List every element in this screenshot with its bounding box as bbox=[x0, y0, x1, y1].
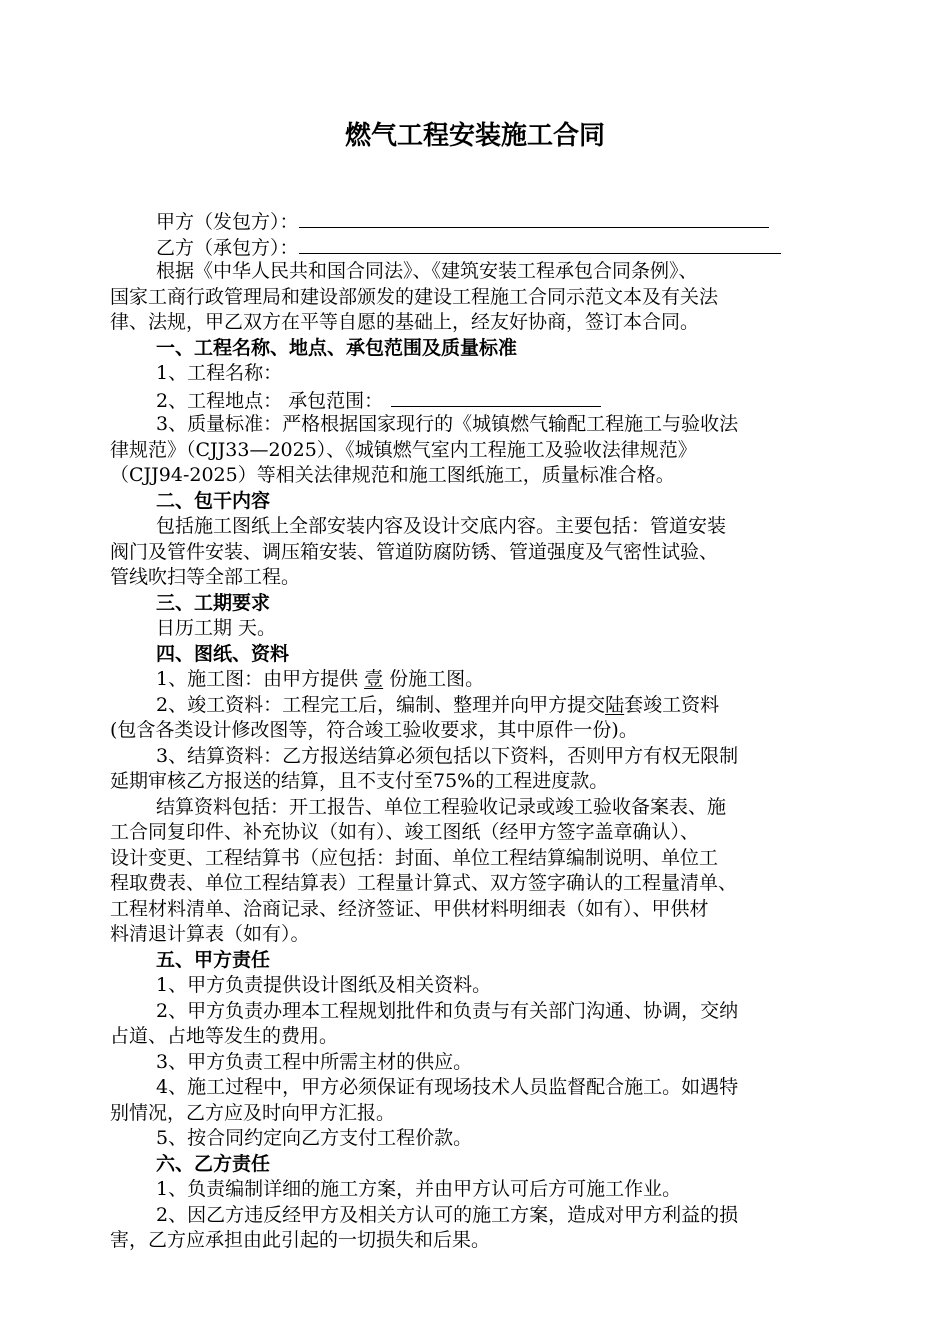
clause-line: 害，乙方应承担由此引起的一切损失和后果。 bbox=[110, 1229, 491, 1251]
scope-blank bbox=[391, 387, 601, 407]
document-title: 燃气工程安装施工合同 bbox=[344, 121, 605, 151]
completion-clause-text: 套竣工资料 bbox=[624, 693, 720, 716]
clause-line: 延期审核乙方报送的结算，且不支付至75%的工程进度款。 bbox=[110, 770, 609, 792]
location-scope-label: 2、工程地点： 承包范围： bbox=[156, 389, 384, 412]
clause-line: 1、甲方负责提供设计图纸及相关资料。 bbox=[156, 974, 492, 996]
party-a-line bbox=[110, 208, 845, 234]
completion-count: 陆 bbox=[605, 693, 625, 716]
clause-line: 2、因乙方违反经甲方及相关方认可的施工方案，造成对甲方利益的损 bbox=[156, 1203, 739, 1226]
clause-line: 1、工程名称： bbox=[156, 362, 283, 384]
section-heading: 四、图纸、资料 bbox=[156, 642, 290, 665]
clause-line bbox=[110, 693, 845, 719]
clause-line: 3、结算资料：乙方报送结算必须包括以下资料，否则甲方有权无限制 bbox=[156, 744, 739, 767]
clause-line: 工程材料清单、洽商记录、经济签证、甲供材料明细表（如有）、甲供材 bbox=[110, 897, 709, 920]
intro-line: 根据《中华人民共和国合同法》、《建筑安装工程承包合同条例》、 bbox=[156, 260, 698, 282]
clause-line: 2、甲方负责办理本工程规划批件和负责与有关部门沟通、协调，交纳 bbox=[156, 999, 739, 1022]
party-b-label: 乙方（承包方）： bbox=[156, 236, 299, 259]
clause-line: 3、质量标准：严格根据国家现行的《城镇燃气输配工程施工与验收法 bbox=[156, 413, 739, 435]
document-body bbox=[110, 208, 845, 1254]
clause-line: 工合同复印件、补充协议（如有）、竣工图纸（经甲方签字盖章确认）、 bbox=[110, 821, 700, 843]
completion-clause-text: 2、竣工资料：工程完工后，编制、整理并向甲方提交 bbox=[156, 693, 606, 716]
clause-line: 管线吹扫等全部工程。 bbox=[110, 566, 301, 588]
clause-line: 阀门及管件安装、调压箱安装、管道防腐防锈、管道强度及气密性试验、 bbox=[110, 540, 719, 563]
clause-line: 占道、占地等发生的费用。 bbox=[110, 1025, 339, 1047]
clause-line: (包含各类设计修改图等，符合竣工验收要求，其中原件一份)。 bbox=[110, 719, 638, 741]
section-heading: 三、工期要求 bbox=[156, 591, 271, 614]
clause-line: 4、施工过程中，甲方必须保证有现场技术人员监督配合施工。如遇特 bbox=[156, 1076, 739, 1098]
party-b-blank bbox=[299, 234, 781, 254]
clause-line: （CJJ94-2025）等相关法律规范和施工图纸施工，质量标准合格。 bbox=[110, 464, 675, 486]
section-heading: 六、乙方责任 bbox=[156, 1152, 271, 1175]
clause-line bbox=[110, 387, 845, 413]
clause-line: 结算资料包括：开工报告、单位工程验收记录或竣工验收备案表、施 bbox=[156, 795, 727, 818]
drawing-clause-text: 份施工图。 bbox=[389, 668, 485, 690]
clause-line: 1、负责编制详细的施工方案，并由甲方认可后方可施工作业。 bbox=[156, 1178, 682, 1200]
section-heading: 五、甲方责任 bbox=[156, 948, 271, 971]
section-heading: 一、工程名称、地点、承包范围及质量标准 bbox=[156, 336, 518, 359]
clause-line: 包括施工图纸上全部安装内容及设计交底内容。主要包括：管道安装 bbox=[156, 515, 727, 537]
drawing-clause-text: 1、施工图：由甲方提供 bbox=[156, 668, 359, 690]
clause-line: 3、甲方负责工程中所需主材的供应。 bbox=[156, 1050, 473, 1073]
clause-line: 设计变更、工程结算书（应包括：封面、单位工程结算编制说明、单位工 bbox=[110, 846, 719, 869]
section-heading: 二、包干内容 bbox=[156, 489, 271, 512]
clause-line: 律规范》（CJJ33—2025）、《城镇燃气室内工程施工及验收法律规范》 bbox=[110, 438, 697, 461]
intro-line: 律、法规，甲乙双方在平等自愿的基础上，经友好协商，签订本合同。 bbox=[110, 311, 700, 333]
clause-line: 5、按合同约定向乙方支付工程价款。 bbox=[156, 1127, 473, 1149]
party-b-line bbox=[110, 234, 845, 260]
clause-line: 程取费表、单位工程结算表）工程量计算式、双方签字确认的工程量清单、 bbox=[110, 872, 738, 894]
clause-line bbox=[110, 667, 845, 693]
clause-line: 别情况，乙方应及时向甲方汇报。 bbox=[110, 1101, 396, 1124]
clause-line: 日历工期 天。 bbox=[156, 617, 277, 639]
drawing-count: 壹 bbox=[364, 668, 384, 690]
clause-line: 料清退计算表（如有）。 bbox=[110, 923, 310, 945]
party-a-label: 甲方（发包方）： bbox=[156, 211, 299, 233]
party-a-blank bbox=[299, 208, 769, 228]
intro-line: 国家工商行政管理局和建设部颁发的建设工程施工合同示范文本及有关法 bbox=[110, 285, 719, 308]
